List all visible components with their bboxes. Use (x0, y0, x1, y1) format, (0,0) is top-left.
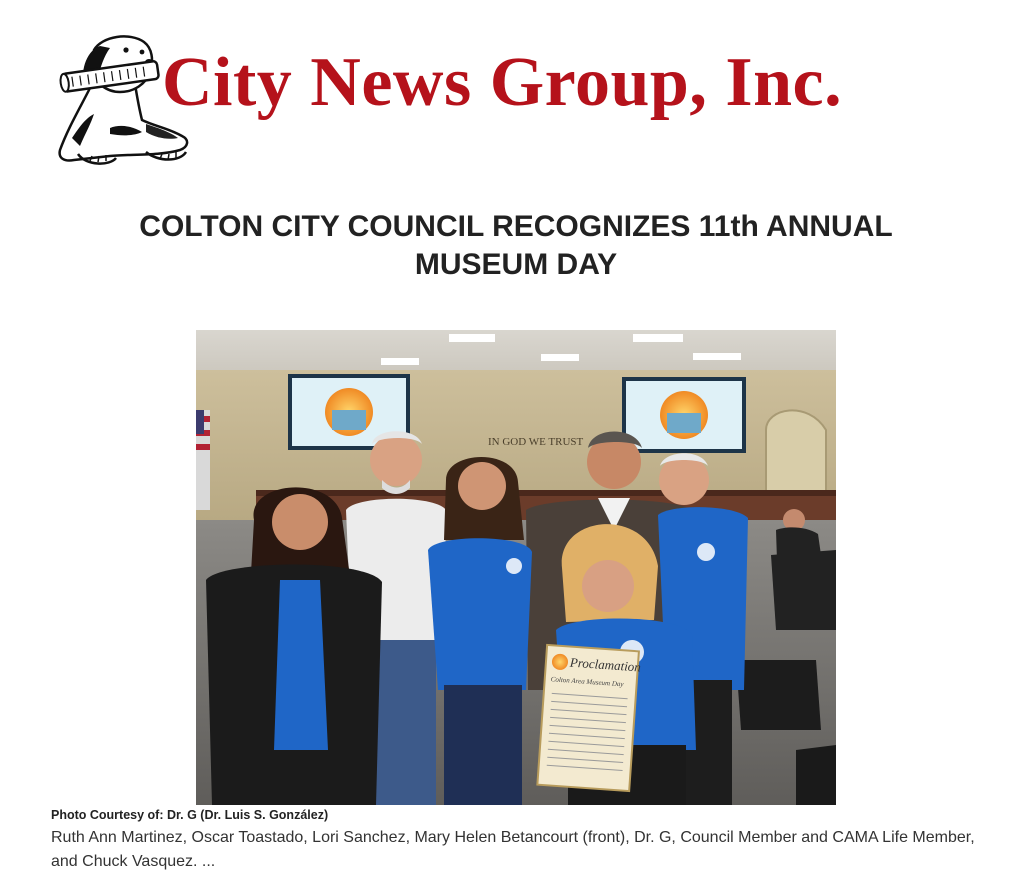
article-photo (196, 330, 836, 805)
masthead (50, 28, 980, 178)
proclamation-subtitle: Colton Area Museum Day (550, 675, 624, 689)
wall-inscription: IN GOD WE TRUST (488, 436, 584, 448)
photo-caption: Ruth Ann Martinez, Oscar Toastado, Lori Sanchez, Mary Helen Betancourt (front), Dr. G, Council Member and CAMA Life Member, and Chuck Vasquez. ... (51, 829, 975, 870)
site-brand-name[interactable]: City News Group, Inc. (162, 44, 843, 121)
proclamation-title: Proclamation (569, 654, 642, 675)
photo-credit: Photo Courtesy of: Dr. G (Dr. Luis S. González) (51, 808, 329, 822)
article-headline: COLTON CITY COUNCIL RECOGNIZES 11th ANNUAL MUSEUM DAY (139, 210, 893, 281)
